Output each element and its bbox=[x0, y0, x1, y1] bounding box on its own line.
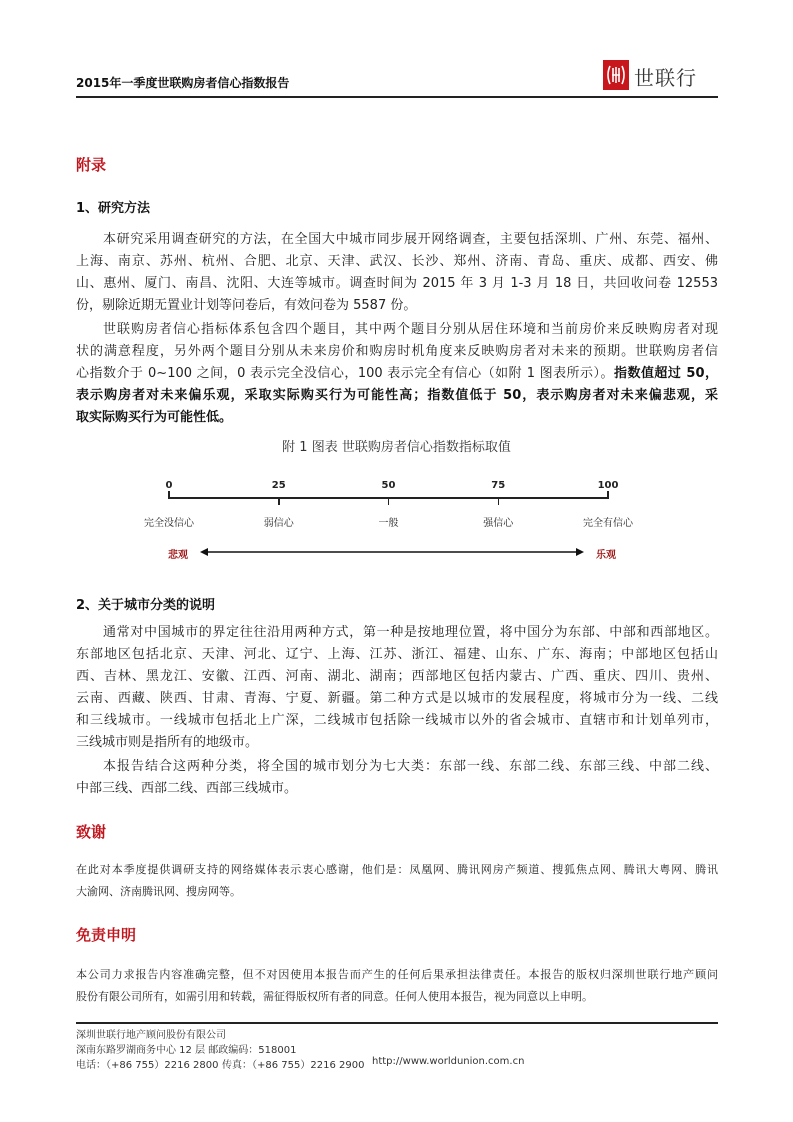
optimistic-label: 乐观 bbox=[596, 550, 616, 561]
text-line bbox=[76, 407, 718, 429]
figure-title: 附 1 图表 世联购房者信心指数指标取值 bbox=[282, 440, 511, 455]
scale-tick-label: 完全没信心 bbox=[144, 518, 194, 529]
bold-text: 指数值超过 50， bbox=[613, 366, 718, 381]
text-line: 上海、南京、苏州、杭州、合肥、北京、天津、武汉、长沙、郑州、济南、青岛、重庆、成都、西安、佛 bbox=[76, 254, 718, 269]
text-line: 状的满意程度，另外两个题目分别从未来房价和购房时机角度来反映购房者对未来的预期。世联购房者信 bbox=[76, 344, 718, 359]
text-line: 中部三线、西部二线、西部三线城市。 bbox=[76, 781, 298, 796]
footer-divider bbox=[76, 1022, 718, 1024]
text-line bbox=[76, 385, 718, 407]
text-line: 东部地区包括北京、天津、河北、辽宁、上海、江苏、浙江、福建、山东、广东、海南；中部地区包括山 bbox=[76, 647, 718, 662]
footer-fax: 传真：（+86 755）2216 2900 bbox=[222, 1060, 365, 1071]
disclaimer-heading: 免责申明 bbox=[76, 926, 137, 944]
scale-tick-value: 100 bbox=[597, 480, 619, 491]
section1-paragraph2 bbox=[76, 319, 718, 429]
section2-paragraph2 bbox=[76, 756, 718, 800]
footer-phone: 电话：（+86 755）2216 2800 bbox=[76, 1060, 219, 1071]
appendix-heading: 附录 bbox=[76, 156, 107, 174]
scale-tick bbox=[278, 497, 280, 505]
text-line: 本公司力求报告内容准确完整，但不对因使用本报告而产生的任何后果承担法律责任。本报告的版权归深圳世联行地产顾问 bbox=[76, 968, 718, 981]
scale-tick-label: 弱信心 bbox=[263, 518, 294, 529]
text-line: 山、惠州、厦门、南昌、沈阳、大连等城市。调查时间为 2015 年 3 月 1-3 月 18 日，共回收问卷 12553 bbox=[76, 276, 718, 291]
text-line: 在此对本季度提供调研支持的网络媒体表示衷心感谢，他们是：凤凰网、腾讯网房产频道、搜狐焦点网、腾讯大粤网、腾讯 bbox=[76, 863, 718, 876]
scale-tick bbox=[498, 497, 500, 505]
text-line: 和三线城市。一线城市包括北上广深，二线城市包括除一线城市以外的省会城市、直辖市和计划单列市， bbox=[76, 713, 718, 728]
footer-address: 深南东路罗湖商务中心 12 层 邮政编码：518001 bbox=[76, 1045, 297, 1056]
logo-mark-icon bbox=[606, 64, 626, 86]
text-line: 通常对中国城市的界定往往沿用两种方式，第一种是按地理位置，将中国分为东部、中部和西部地区。 bbox=[103, 625, 718, 640]
section1-heading: 1、研究方法 bbox=[76, 201, 151, 216]
company-logo bbox=[603, 60, 629, 90]
thanks-heading: 致谢 bbox=[76, 823, 107, 841]
report-header-title: 2015年一季度世联购房者信心指数报告 bbox=[76, 76, 290, 90]
thanks-text bbox=[76, 859, 718, 903]
bold-text: 取实际购买行为可能性低。 bbox=[76, 410, 233, 425]
section2-paragraph1 bbox=[76, 622, 718, 754]
text-line: 大渝网、济南腾讯网、搜房网等。 bbox=[76, 885, 241, 898]
header-divider bbox=[76, 96, 718, 98]
logo-text: 世联行 bbox=[634, 66, 697, 90]
scale-tick bbox=[607, 491, 609, 499]
disclaimer-text bbox=[76, 964, 718, 1008]
double-arrow-icon bbox=[200, 546, 584, 558]
text-line: 份，剔除近期无置业计划等问卷后，有效问卷为 5587 份。 bbox=[76, 298, 417, 313]
footer-company: 深圳世联行地产顾问股份有限公司 bbox=[76, 1030, 226, 1041]
text-line: 本研究采用调查研究的方法，在全国大中城市同步展开网络调查，主要包括深圳、广州、东莞、福州、 bbox=[103, 232, 718, 247]
section1-paragraph1 bbox=[76, 229, 718, 317]
text-line: 三线城市则是指所有的地级市。 bbox=[76, 735, 259, 750]
text-line: 世联购房者信心指标体系包含四个题目，其中两个题目分别从居住环境和当前房价来反映购房者对现 bbox=[103, 322, 718, 337]
scale-tick-label: 强信心 bbox=[483, 518, 514, 529]
text-line: 股份有限公司所有，如需引用和转载，需征得版权所有者的同意。任何人使用本报告，视为同意以上申明。 bbox=[76, 990, 593, 1003]
scale-tick bbox=[388, 497, 390, 505]
pessimistic-label: 悲观 bbox=[168, 550, 188, 561]
bold-text: 表示购房者对未来偏乐观，采取实际购买行为可能性高；指数值低于 50，表示购房者对未来偏悲观，采 bbox=[76, 388, 718, 403]
scale-tick-label: 一般 bbox=[378, 518, 399, 529]
scale-tick-value: 0 bbox=[165, 480, 173, 491]
scale-tick-label: 完全有信心 bbox=[583, 518, 633, 529]
scale-tick-value: 50 bbox=[381, 480, 396, 491]
text-line: 本报告结合这两种分类，将全国的城市划分为七大类：东部一线、东部二线、东部三线、中部二线、 bbox=[103, 759, 718, 774]
scale-tick-value: 25 bbox=[271, 480, 286, 491]
text-line: 西、吉林、黑龙江、安徽、江西、河南、湖北、湖南；西部地区包括内蒙古、广西、重庆、四川、贵州、 bbox=[76, 669, 718, 684]
scale-tick bbox=[168, 491, 170, 499]
text-line bbox=[76, 363, 718, 385]
section2-heading: 2、关于城市分类的说明 bbox=[76, 598, 216, 613]
text-line: 云南、西藏、陕西、甘肃、青海、宁夏、新疆。第二种方式是以城市的发展程度，将城市分为一线、二线 bbox=[76, 691, 718, 706]
footer-website[interactable]: http://www.worldunion.com.cn bbox=[372, 1056, 525, 1067]
scale-tick-value: 75 bbox=[491, 480, 506, 491]
text-span: 心指数介于 0~100 之间，0 表示完全没信心，100 表示完全有信心（如附 1 图表所示）。 bbox=[76, 366, 614, 381]
